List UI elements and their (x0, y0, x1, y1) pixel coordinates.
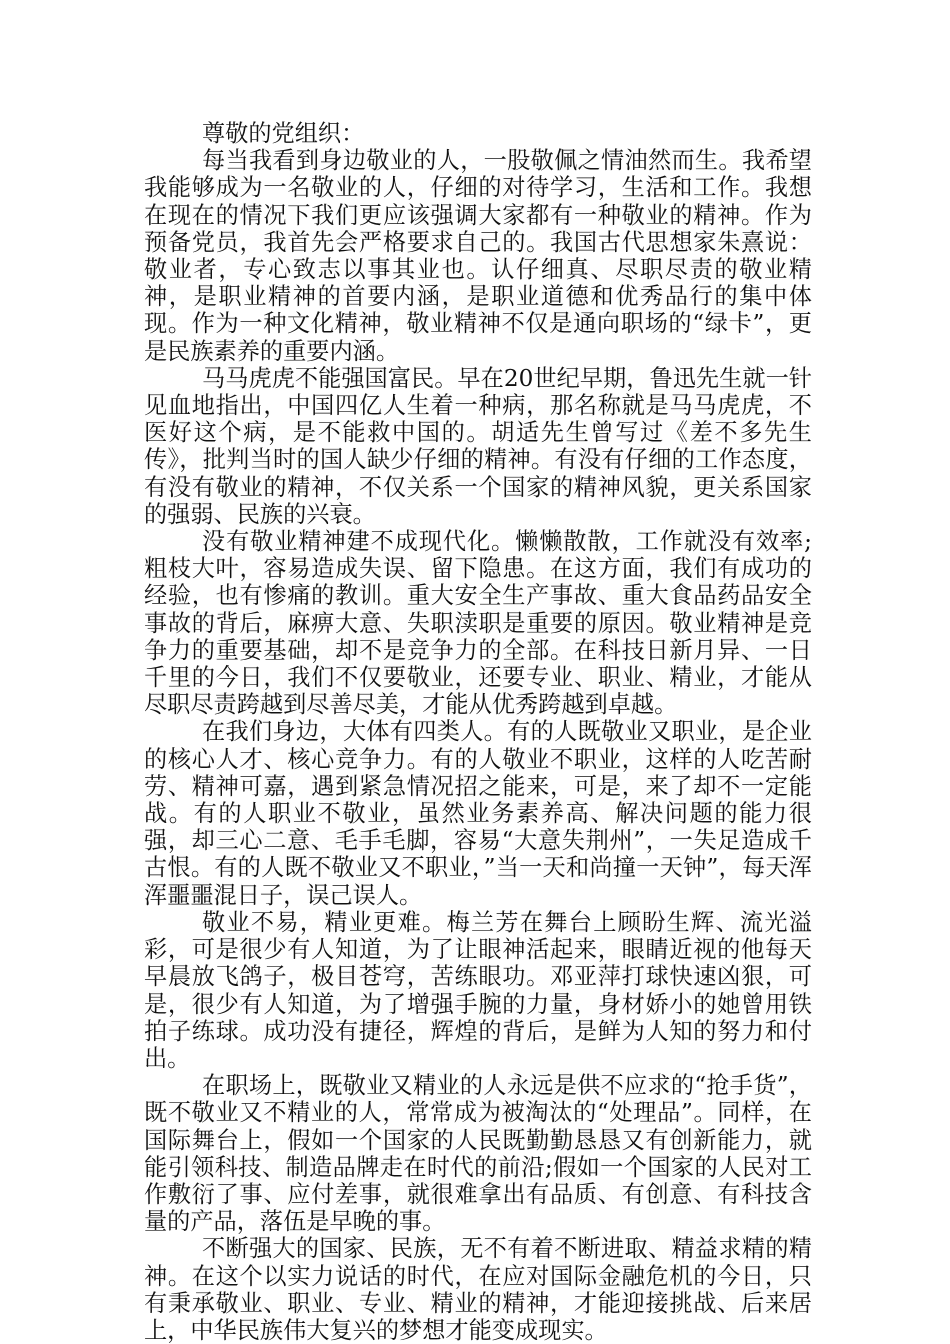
paragraph-5: 敬业不易，精业更难。梅兰芳在舞台上顾盼生辉、流光溢彩，可是很少有人知道，为了让眼神活起来，眼睛近视的他每天早晨放飞鸽子，极目苍穹，苦练眼功。邓亚萍打球快速凶狠，可是，很少有人知道，为了增强手腕的力量，身材娇小的她曾用铁拍子练球。成功没有捷径，辉煌的背后，是鲜为人知的努力和付出。 (144, 908, 812, 1072)
paragraph-2: 马马虎虎不能强国富民。早在20世纪早期，鲁迅先生就一针见血地指出，中国四亿人生着一种病，那名称就是马马虎虎，不医好这个病，是不能救中国的。胡适先生曾写过《差不多先生传》，批判当时的国人缺少仔细的精神。有没有仔细的工作态度，有没有敬业的精神，不仅关系一个国家的精神风貌，更关系国家的强弱、民族的兴衰。 (144, 364, 812, 528)
paragraph-3: 没有敬业精神建不成现代化。懒懒散散，工作就没有效率;粗枝大叶，容易造成失误、留下隐患。在这方面，我们有成功的经验，也有惨痛的教训。重大安全生产事故、重大食品药品安全事故的背后，麻痹大意、失职渎职是重要的原因。敬业精神是竞争力的重要基础，却不是竞争力的全部。在科技日新月异、一日千里的今日，我们不仅要敬业，还要专业、职业、精业，才能从尽职尽责跨越到尽善尽美，才能从优秀跨越到卓越。 (144, 528, 812, 719)
paragraph-7: 不断强大的国家、民族，无不有着不断进取、精益求精的精神。在这个以实力说话的时代，在应对国际金融危机的今日，只有秉承敬业、职业、专业、精业的精神，才能迎接挑战、后来居上，中华民族伟大复兴的梦想才能变成现实。 (144, 1235, 812, 1344)
document-body (144, 120, 812, 1344)
paragraph-1: 每当我看到身边敬业的人，一股敬佩之情油然而生。我希望我能够成为一名敬业的人，仔细的对待学习，生活和工作。我想在现在的情况下我们更应该强调大家都有一种敬业的精神。作为预备党员，我首先会严格要求自己的。我国古代思想家朱熹说：敬业者，专心致志以事其业也。认仔细真、尽职尽责的敬业精神，是职业精神的首要内涵，是职业道德和优秀品行的集中体现。作为一种文化精神，敬业精神不仅是通向职场的“绿卡”，更是民族素养的重要内涵。 (144, 147, 812, 365)
paragraph-4: 在我们身边，大体有四类人。有的人既敬业又职业，是企业的核心人才、核心竞争力。有的人敬业不职业，这样的人吃苦耐劳、精神可嘉，遇到紧急情况招之能来，可是，来了却不一定能战。有的人职业不敬业，虽然业务素养高、解决问题的能力很强，却三心二意、毛手毛脚，容易“大意失荆州”，一失足造成千古恨。有的人既不敬业又不职业，”当一天和尚撞一天钟”，每天浑浑噩噩混日子，误己误人。 (144, 718, 812, 909)
salutation: 尊敬的党组织： (202, 120, 365, 147)
paragraph-6: 在职场上，既敬业又精业的人永远是供不应求的“抢手货”，既不敬业又不精业的人，常常成为被淘汰的“处理品”。同样，在国际舞台上，假如一个国家的人民既勤勤恳恳又有创新能力，就能引领科技、制造品牌走在时代的前沿;假如一个国家的人民对工作敷衍了事、应付差事，就很难拿出有品质、有创意、有科技含量的产品，落伍是早晚的事。 (144, 1072, 812, 1236)
